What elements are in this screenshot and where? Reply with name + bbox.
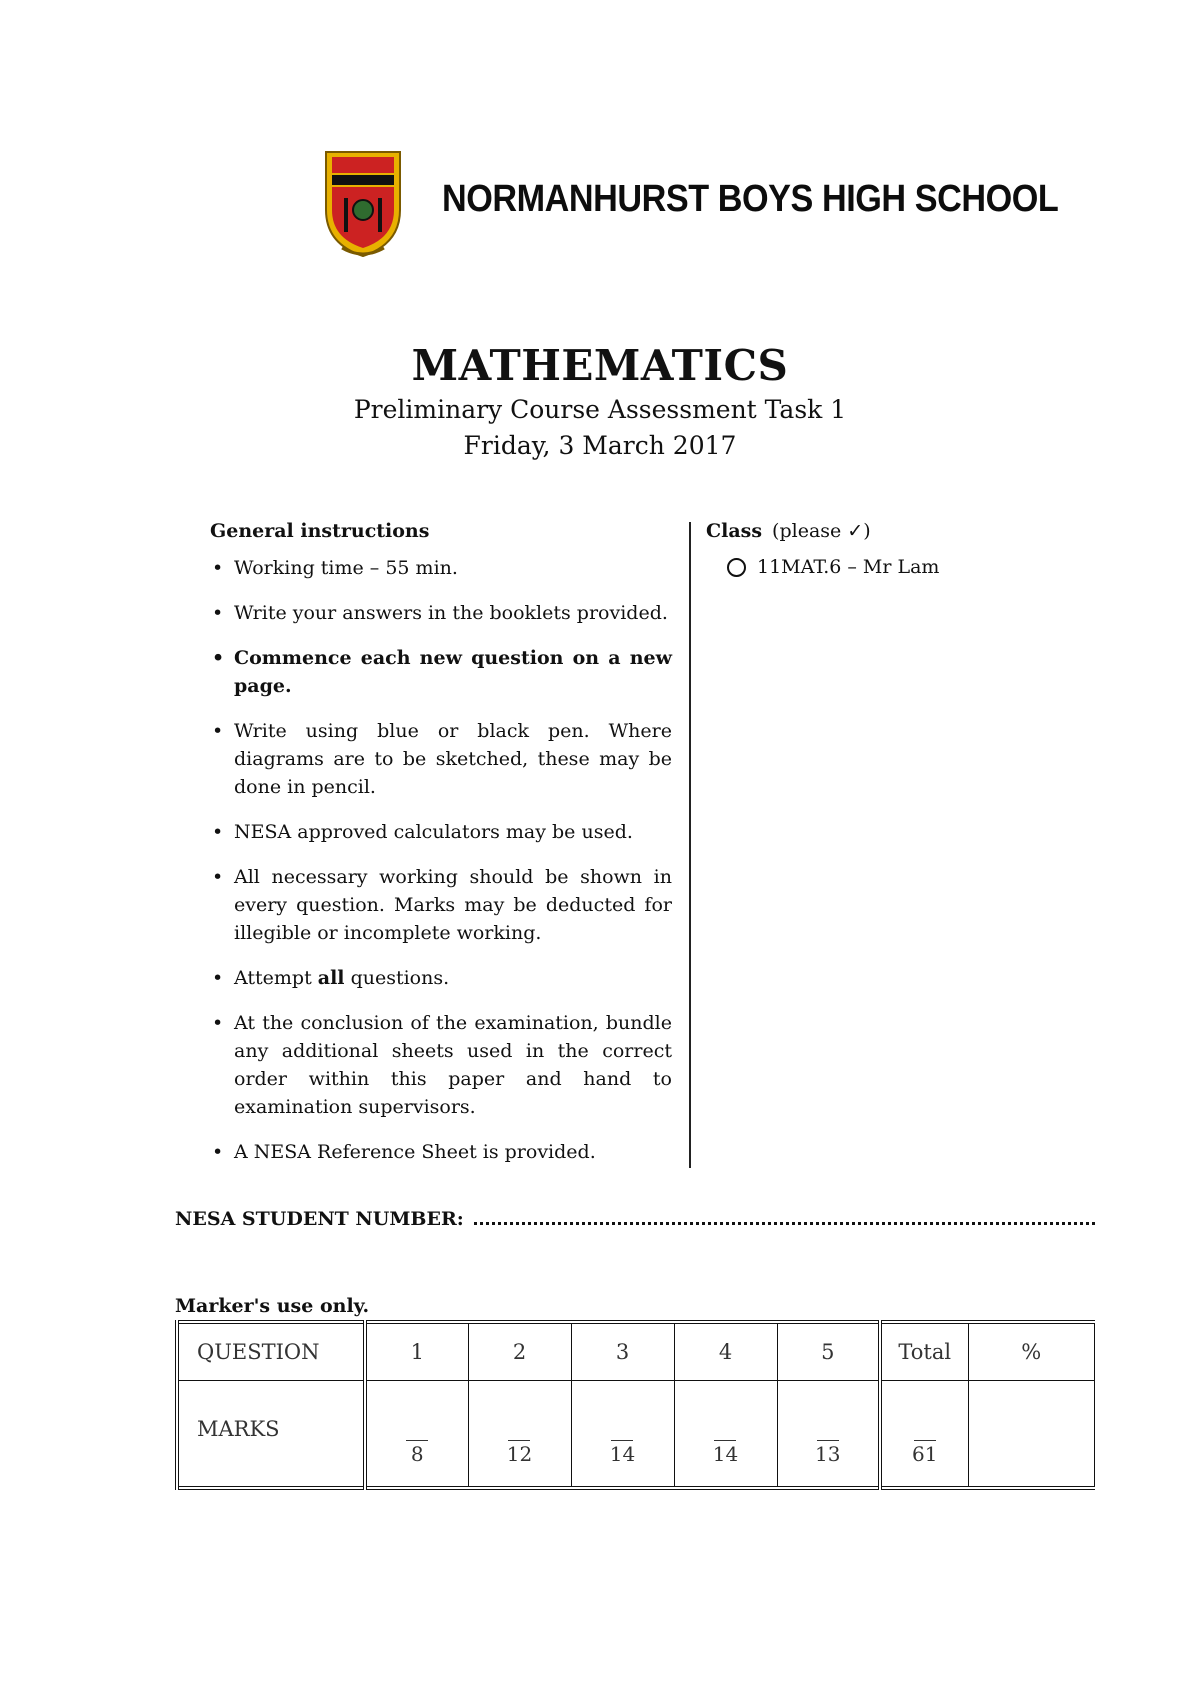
- class-selection: [706, 520, 1026, 578]
- percent-cell[interactable]: [968, 1380, 1095, 1488]
- instruction-item: • Write your answers in the booklets provided.: [210, 599, 672, 627]
- exam-title-block: [0, 340, 1200, 464]
- instruction-item: • Working time – 55 min.: [210, 554, 672, 582]
- marker-use-label: Marker's use only.: [175, 1295, 370, 1317]
- instruction-item: [210, 964, 672, 992]
- exam-date: Friday, 3 March 2017: [463, 431, 737, 460]
- instruction-text: Attempt: [234, 967, 312, 989]
- marks-table: [175, 1320, 1095, 1490]
- instruction-item: • NESA approved calculators may be used.: [210, 818, 672, 846]
- question-number: 3: [571, 1322, 674, 1380]
- marks-header: MARKS: [177, 1380, 365, 1488]
- marks-cell[interactable]: [674, 1380, 777, 1488]
- instruction-item: • Commence each new question on a new page.: [210, 644, 672, 700]
- marks-cell[interactable]: [571, 1380, 674, 1488]
- marks-cell[interactable]: [468, 1380, 571, 1488]
- question-number: 4: [674, 1322, 777, 1380]
- max-mark-value: 12: [506, 1442, 533, 1467]
- table-row: [177, 1380, 1095, 1488]
- question-header: QUESTION: [177, 1322, 365, 1380]
- max-mark: [713, 1440, 738, 1466]
- max-mark-value: 8: [410, 1442, 424, 1467]
- instruction-item: • Write using blue or black pen. Where diagrams are to be sketched, these may be done in pencil.: [210, 717, 672, 801]
- student-number-field[interactable]: [175, 1208, 1095, 1230]
- class-instruction: (please ✓): [772, 520, 871, 542]
- student-number-label: NESA STUDENT NUMBER:: [175, 1208, 464, 1230]
- school-name: NORMANHURST BOYS HIGH SCHOOL: [442, 178, 1059, 220]
- class-option-label: 11MAT.6 – Mr Lam: [757, 556, 940, 578]
- total-header: Total: [880, 1322, 968, 1380]
- instructions-list: [210, 554, 672, 1166]
- class-heading: [706, 520, 1026, 542]
- school-crest-logo: [322, 148, 404, 260]
- marks-cell[interactable]: [777, 1380, 880, 1488]
- instruction-item: • A NESA Reference Sheet is provided.: [210, 1138, 672, 1166]
- instruction-emphasis: all: [317, 967, 345, 989]
- class-label: Class: [706, 520, 763, 542]
- total-marks-cell[interactable]: [880, 1380, 968, 1488]
- percent-header: %: [968, 1322, 1095, 1380]
- column-divider: [689, 522, 691, 1168]
- max-mark: [912, 1440, 937, 1466]
- max-mark-value: 13: [815, 1442, 841, 1467]
- instruction-item: • At the conclusion of the examination, bundle any additional sheets used in the correct order within this paper and hand to examination supervisors.: [210, 1009, 672, 1121]
- max-mark: [406, 1440, 428, 1466]
- instruction-item: • All necessary working should be shown in every question. Marks may be deducted for illegible or incomplete working.: [210, 863, 672, 947]
- instructions-heading: General instructions: [210, 520, 430, 542]
- marks-cell[interactable]: [365, 1380, 468, 1488]
- class-option[interactable]: [706, 556, 1026, 578]
- max-mark: [815, 1440, 840, 1466]
- student-number-line[interactable]: [474, 1211, 1095, 1225]
- exam-task-name: Preliminary Course Assessment Task 1: [353, 395, 847, 424]
- question-number: 2: [468, 1322, 571, 1380]
- max-mark-value: 61: [912, 1442, 938, 1467]
- max-mark: [610, 1440, 635, 1466]
- radio-circle-icon[interactable]: [727, 558, 746, 577]
- question-number: 5: [777, 1322, 880, 1380]
- max-mark: [507, 1440, 532, 1466]
- school-header: [322, 148, 1059, 260]
- general-instructions: [210, 520, 672, 1183]
- question-number: 1: [365, 1322, 468, 1380]
- max-mark-value: 14: [712, 1442, 739, 1467]
- exam-subject: MATHEMATICS: [411, 341, 789, 390]
- instruction-text: questions.: [350, 967, 450, 989]
- table-row: [177, 1322, 1095, 1380]
- max-mark-value: 14: [609, 1442, 636, 1467]
